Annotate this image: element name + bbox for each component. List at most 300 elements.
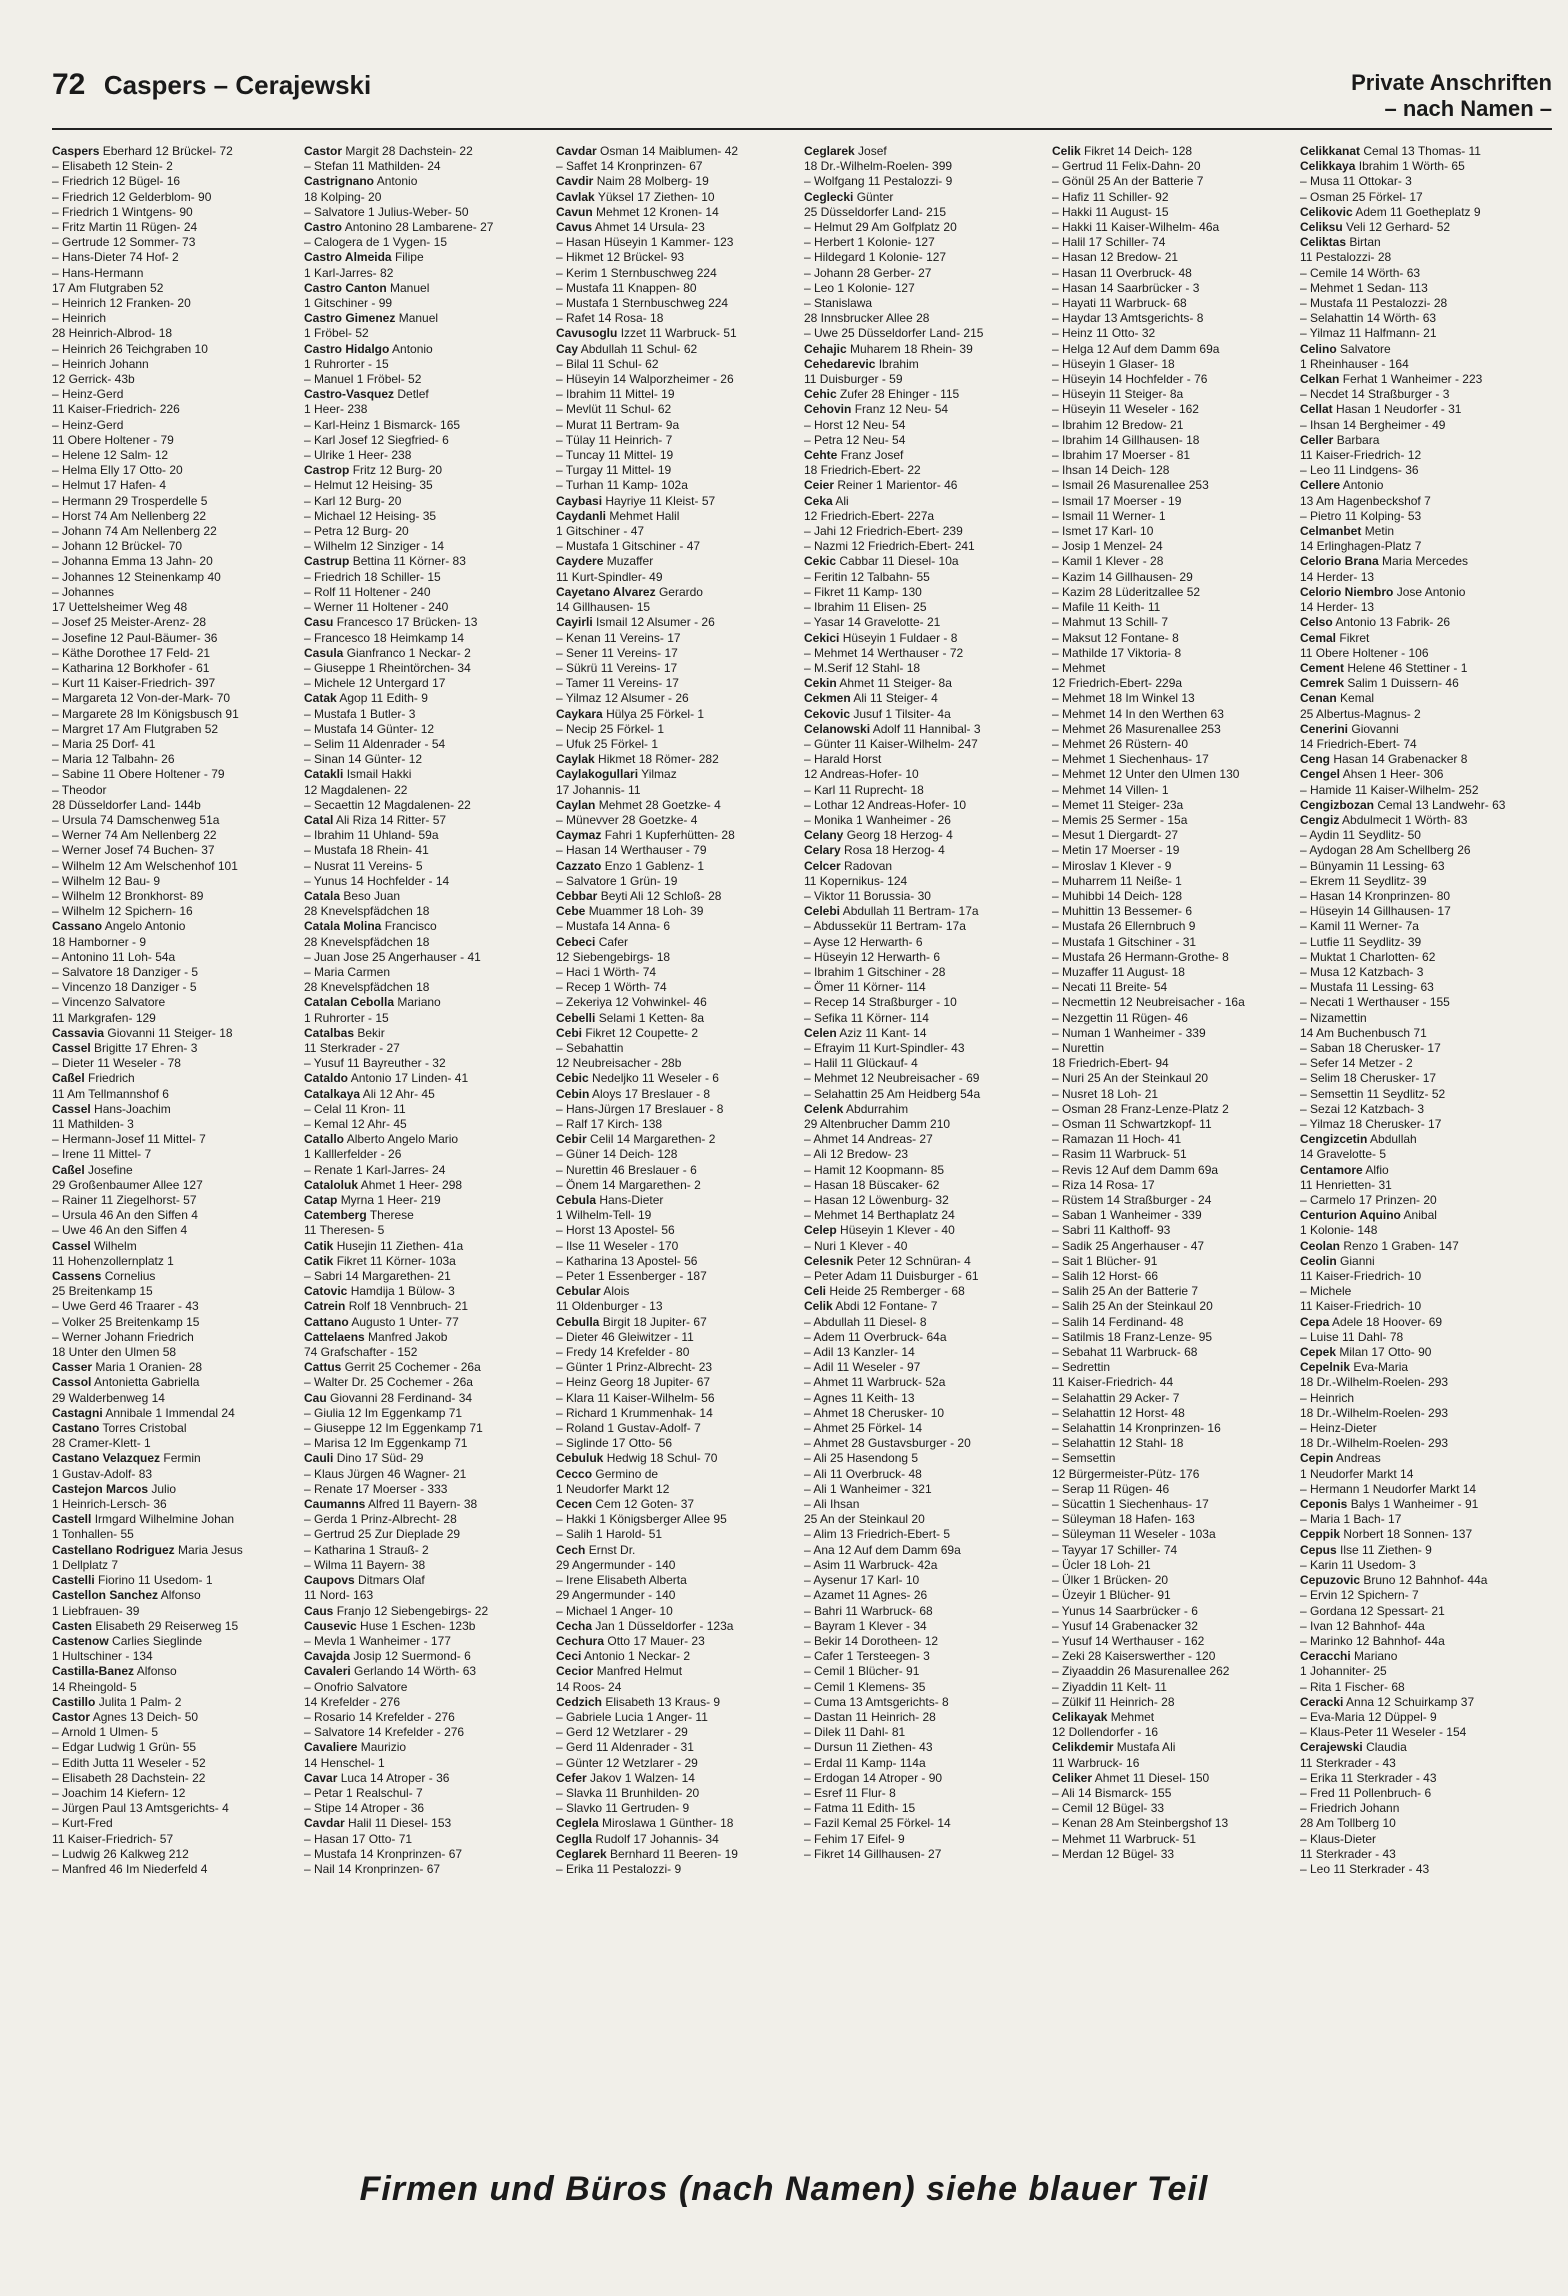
entry-details: 12 Magdalenen- 22 — [304, 782, 408, 797]
directory-entry — [52, 342, 290, 357]
entry-details: – Calogera de 1 Vygen- 15 — [304, 235, 447, 250]
entry-surname: Cattelaens — [304, 1329, 365, 1344]
entry-details: Ismail 12 Alsumer - 26 — [596, 615, 715, 630]
entry-details: – Saban 1 Wanheimer - 339 — [1052, 1208, 1202, 1223]
entry-details: – Elisabeth 12 Stein- 2 — [52, 159, 173, 174]
directory-entry — [304, 342, 542, 357]
directory-entry — [804, 1345, 1042, 1360]
page-header-left — [52, 68, 371, 102]
entry-details: – Erika 11 Sterkrader - 43 — [1300, 1770, 1437, 1785]
directory-entry — [52, 1649, 290, 1664]
entry-details: – Onofrio Salvatore — [304, 1679, 408, 1694]
directory-entry — [52, 995, 290, 1010]
directory-entry — [52, 1801, 290, 1816]
entry-surname: Cebin — [556, 1086, 590, 1101]
entry-details: Ahmet 11 Diesel- 150 — [1094, 1770, 1210, 1785]
directory-entry — [804, 828, 1042, 843]
directory-entry — [804, 1102, 1042, 1117]
entry-surname: Cellat — [1300, 402, 1333, 417]
directory-entry — [804, 1391, 1042, 1406]
entry-details: 1 Rheinhauser - 164 — [1300, 356, 1409, 371]
directory-entry — [1300, 722, 1538, 737]
entry-surname: Cepus — [1300, 1542, 1337, 1557]
directory-entry — [1300, 296, 1538, 311]
directory-entry — [1052, 1406, 1290, 1421]
directory-entry — [1052, 615, 1290, 630]
entry-details: – Muktat 1 Charlotten- 62 — [1300, 949, 1436, 964]
directory-entry — [304, 950, 542, 965]
entry-details: 29 Walderbenweg 14 — [52, 1390, 165, 1405]
directory-entry — [556, 433, 794, 448]
directory-entry — [804, 357, 1042, 372]
entry-details: – Hamit 12 Koopmann- 85 — [804, 1162, 945, 1177]
entry-details: 12 Andreas-Hofer- 10 — [804, 767, 919, 782]
entry-details: Franjo 12 Siebengebirgs- 22 — [336, 1603, 489, 1618]
entry-details: 17 Johannis- 11 — [556, 782, 641, 797]
entry-details: – Ulrike 1 Heer- 238 — [304, 448, 412, 463]
entry-details: Giovanni 28 Ferdinand- 34 — [330, 1390, 473, 1405]
directory-entry — [52, 783, 290, 798]
entry-surname: Ceracki — [1300, 1694, 1344, 1709]
directory-entry — [52, 1193, 290, 1208]
entry-details: – Ali Ihsan — [804, 1497, 860, 1512]
directory-entry — [1300, 1011, 1538, 1026]
entry-details: 1 Gitschiner - 47 — [556, 524, 645, 539]
directory-entry — [556, 342, 794, 357]
entry-details: – Kamil 1 Klever - 28 — [1052, 554, 1164, 569]
directory-entry — [1052, 767, 1290, 782]
directory-entry — [1300, 1163, 1538, 1178]
entry-details: – Bilal 11 Schul- 62 — [556, 356, 659, 371]
entry-surname: Celik — [804, 1299, 833, 1314]
section-title-line2: – nach Namen – — [1384, 96, 1552, 121]
entry-surname: Cassol — [52, 1375, 92, 1390]
directory-entry — [304, 707, 542, 722]
entry-details: – Mevlüt 11 Schul- 62 — [556, 402, 672, 417]
entry-details: 11 Kaiser-Friedrich- 226 — [52, 402, 180, 417]
directory-column-1 — [52, 144, 290, 2154]
entry-details: Fermin — [163, 1451, 201, 1466]
entry-details: – Kemal 12 Ahr- 45 — [304, 1117, 407, 1131]
entry-details: Ahmet 14 Ursula- 23 — [594, 220, 705, 235]
directory-entry — [804, 1071, 1042, 1086]
directory-entry — [556, 1832, 794, 1847]
entry-details: – Fred 11 Pollenbruch- 6 — [1300, 1785, 1432, 1800]
entry-details: Hikmet 18 Römer- 282 — [598, 752, 719, 767]
directory-entry — [52, 235, 290, 250]
entry-surname: Celino — [1300, 341, 1337, 356]
directory-entry — [52, 1482, 290, 1497]
entry-details: Ali — [835, 493, 849, 508]
entry-details: – Alim 13 Friedrich-Ebert- 5 — [804, 1527, 951, 1542]
directory-entry — [1052, 783, 1290, 798]
entry-details: – Mahmut 13 Schill- 7 — [1052, 615, 1169, 630]
directory-entry — [1300, 1436, 1538, 1451]
directory-entry — [804, 387, 1042, 402]
entry-details: 18 Dr.-Wilhelm-Roelen- 293 — [1300, 1405, 1449, 1420]
directory-entry — [556, 372, 794, 387]
entry-surname: Catap — [304, 1193, 338, 1208]
entry-surname: Cavar — [304, 1770, 338, 1785]
directory-entry — [1300, 1147, 1538, 1162]
directory-entry — [52, 570, 290, 585]
directory-entry — [804, 1193, 1042, 1208]
entry-surname: Ceglela — [556, 1816, 599, 1831]
entry-details: – Lutfie 11 Seydlitz- 39 — [1300, 934, 1422, 949]
directory-entry — [556, 1178, 794, 1193]
entry-details: – Ufuk 25 Förkel- 1 — [556, 736, 659, 751]
directory-entry — [556, 524, 794, 539]
directory-entry — [304, 1816, 542, 1831]
directory-entry — [52, 661, 290, 676]
directory-entry — [1052, 1269, 1290, 1284]
directory-entry — [304, 965, 542, 980]
entry-surname: Cengel — [1300, 767, 1341, 782]
directory-entry — [1052, 965, 1290, 980]
entry-details: Mehmet 12 Kronen- 14 — [596, 204, 719, 219]
directory-entry — [1300, 843, 1538, 858]
entry-details: Augusto 1 Unter- 77 — [351, 1314, 459, 1329]
directory-entry — [1052, 478, 1290, 493]
directory-entry — [1052, 950, 1290, 965]
entry-surname: Cay — [556, 341, 579, 356]
entry-details: – Helmut 29 Am Golfplatz 20 — [804, 220, 957, 235]
entry-details: – Ismail 11 Werner- 1 — [1052, 508, 1166, 523]
directory-entry — [556, 1451, 794, 1466]
entry-details: – Kurt-Fred — [52, 1816, 113, 1831]
entry-details: Ahmet 11 Steiger- 8a — [839, 676, 952, 691]
entry-details: Georg 18 Herzog- 4 — [846, 828, 953, 843]
entry-surname: Caydanli — [556, 508, 607, 523]
entry-details: 14 Friedrich-Ebert- 74 — [1300, 736, 1417, 751]
directory-entry — [1052, 1117, 1290, 1132]
entry-details: Alfonso — [160, 1588, 201, 1603]
directory-entry — [556, 1132, 794, 1147]
entry-details: – Ali 11 Overbruck- 48 — [804, 1466, 922, 1481]
directory-entry — [1300, 174, 1538, 189]
entry-surname: Cenerini — [1300, 721, 1349, 736]
directory-entry — [804, 859, 1042, 874]
entry-details: – Süleyman 11 Weseler - 103a — [1052, 1527, 1216, 1542]
entry-details: – Osman 25 Förkel- 17 — [1300, 189, 1423, 204]
directory-entry — [52, 1330, 290, 1345]
directory-entry — [304, 296, 542, 311]
entry-details: 11 Sterkrader - 43 — [1300, 1846, 1396, 1861]
directory-entry — [1300, 433, 1538, 448]
directory-entry — [304, 1360, 542, 1375]
directory-entry — [804, 1375, 1042, 1390]
directory-entry — [1052, 433, 1290, 448]
entry-details: – Hildegard 1 Kolonie- 127 — [804, 250, 947, 265]
directory-entry — [556, 478, 794, 493]
entry-details: – Leo 11 Lindgens- 36 — [1300, 463, 1419, 478]
directory-entry — [52, 1725, 290, 1740]
directory-entry — [1052, 1345, 1290, 1360]
entry-surname: Cech — [556, 1542, 586, 1557]
entry-details: – Gertrud 11 Felix-Dahn- 20 — [1052, 159, 1201, 174]
entry-details: – Marinko 12 Bahnhof- 44a — [1300, 1633, 1445, 1648]
directory-entry — [1052, 509, 1290, 524]
entry-details: – Edith Jutta 11 Weseler - 52 — [52, 1755, 206, 1770]
directory-entry — [556, 752, 794, 767]
directory-entry — [804, 798, 1042, 813]
directory-entry — [556, 1269, 794, 1284]
directory-entry — [304, 281, 542, 296]
directory-entry — [1052, 1147, 1290, 1162]
directory-entry — [52, 1208, 290, 1223]
entry-details: – Carmelo 17 Prinzen- 20 — [1300, 1193, 1437, 1208]
directory-entry — [804, 1786, 1042, 1801]
directory-entry — [804, 1512, 1042, 1527]
entry-details: – Serap 11 Rügen- 46 — [1052, 1481, 1170, 1496]
directory-entry — [304, 889, 542, 904]
directory-entry — [1300, 798, 1538, 813]
entry-details: – Ali 25 Hasendong 5 — [804, 1451, 919, 1466]
entry-details: – Saban 18 Cherusker- 17 — [1300, 1040, 1441, 1055]
entry-details: – Hüseyin 11 Steiger- 8a — [1052, 387, 1184, 402]
directory-entry — [804, 524, 1042, 539]
directory-entry — [804, 1710, 1042, 1725]
directory-entry — [52, 296, 290, 311]
directory-entry — [304, 798, 542, 813]
directory-entry — [1300, 631, 1538, 646]
entry-surname: Cekic — [804, 554, 837, 569]
directory-entry — [1052, 1041, 1290, 1056]
directory-entry — [804, 1801, 1042, 1816]
entry-details: – Cemil 12 Bügel- 33 — [1052, 1801, 1165, 1816]
directory-entry — [304, 600, 542, 615]
directory-entry — [52, 1056, 290, 1071]
entry-details: – Bahri 11 Warbruck- 68 — [804, 1603, 933, 1618]
directory-entry — [804, 296, 1042, 311]
directory-entry — [304, 478, 542, 493]
entry-details: 11 Kaiser-Friedrich- 57 — [52, 1831, 174, 1846]
directory-entry — [304, 661, 542, 676]
directory-entry — [1300, 1710, 1538, 1725]
entry-details: – Rainer 11 Ziegelhorst- 57 — [52, 1193, 197, 1208]
entry-details: – Elisabeth 28 Dachstein- 22 — [52, 1770, 206, 1785]
directory-entry — [52, 1756, 290, 1771]
directory-entry — [52, 478, 290, 493]
entry-details: – Fredy 14 Krefelder - 80 — [556, 1345, 690, 1360]
entry-details: Ernst Dr. — [588, 1542, 636, 1557]
directory-entry — [1052, 1178, 1290, 1193]
entry-details: Enzo 1 Gablenz- 1 — [604, 858, 705, 873]
directory-entry — [1052, 980, 1290, 995]
directory-entry — [52, 1527, 290, 1542]
entry-details: Agnes 13 Deich- 50 — [92, 1709, 199, 1724]
entry-details: – Selahattin 12 Horst- 48 — [1052, 1405, 1185, 1420]
entry-surname: Cepek — [1300, 1345, 1337, 1360]
entry-details: – Fikret 14 Gillhausen- 27 — [804, 1846, 942, 1861]
directory-entry — [804, 661, 1042, 676]
directory-entry — [52, 144, 290, 159]
entry-details: – Salih 25 An der Steinkaul 20 — [1052, 1299, 1213, 1314]
directory-entry — [52, 1695, 290, 1710]
entry-details: 28 Knevelspfädchen 18 — [304, 904, 430, 919]
entry-details: Mehmet 28 Goetzke- 4 — [598, 797, 721, 812]
directory-entry — [556, 1011, 794, 1026]
directory-entry — [304, 1102, 542, 1117]
entry-details: – Hamide 11 Kaiser-Wilhelm- 252 — [1300, 782, 1479, 797]
directory-entry — [1052, 676, 1290, 691]
entry-surname: Celikdemir — [1052, 1740, 1114, 1755]
entry-details: – Merdan 12 Bügel- 33 — [1052, 1846, 1175, 1861]
directory-entry — [304, 1619, 542, 1634]
directory-entry — [52, 1026, 290, 1041]
entry-surname: Cedzich — [556, 1694, 603, 1709]
directory-entry — [52, 813, 290, 828]
entry-details: – Ursula 74 Damschenweg 51a — [52, 812, 220, 827]
entry-details: – Werner 74 Am Nellenberg 22 — [52, 828, 217, 843]
directory-entry — [1052, 737, 1290, 752]
directory-entry — [556, 722, 794, 737]
entry-details: – Rafet 14 Rosa- 18 — [556, 311, 664, 326]
entry-surname: Caspers — [52, 144, 100, 158]
entry-details: Filipe — [394, 250, 424, 265]
entry-surname: Castellano Rodriguez — [52, 1542, 175, 1557]
directory-entry — [52, 1467, 290, 1482]
entry-details: Bettina 11 Körner- 83 — [352, 554, 466, 569]
directory-entry — [52, 1847, 290, 1862]
directory-entry — [304, 1573, 542, 1588]
entry-details: – Selahattin 14 Wörth- 63 — [1300, 311, 1437, 326]
entry-surname: Celkan — [1300, 372, 1340, 387]
entry-surname: Celen — [804, 1025, 837, 1040]
entry-details: – Friedrich 12 Bügel- 16 — [52, 174, 181, 189]
directory-entry — [304, 357, 542, 372]
entry-details: – Bayram 1 Klever - 34 — [804, 1618, 927, 1633]
directory-entry — [1052, 205, 1290, 220]
directory-entry — [1300, 1801, 1538, 1816]
directory-entry — [804, 1497, 1042, 1512]
entry-details: – Dilek 11 Dahl- 81 — [804, 1725, 906, 1740]
entry-surname: Cebular — [556, 1284, 601, 1299]
entry-details: – Maria 12 Talbahn- 26 — [52, 752, 175, 767]
directory-entry — [804, 1573, 1042, 1588]
directory-entry — [52, 494, 290, 509]
entry-details: Maria Jesus — [178, 1542, 243, 1557]
entry-details: Angelo Antonio — [104, 919, 186, 934]
directory-entry — [1300, 1756, 1538, 1771]
directory-entry — [304, 1467, 542, 1482]
directory-entry — [1300, 1451, 1538, 1466]
entry-details: 11 Theresen- 5 — [304, 1223, 385, 1238]
directory-entry — [804, 813, 1042, 828]
entry-details: Bekir — [357, 1025, 385, 1040]
entry-details: Cornelius — [104, 1269, 156, 1284]
entry-details: Mehmet — [1110, 1709, 1155, 1724]
directory-entry — [1300, 1604, 1538, 1619]
entry-details: 11 Oldenburger - 13 — [556, 1299, 663, 1314]
entry-details: – Leo 11 Sterkrader - 43 — [1300, 1861, 1430, 1876]
directory-entry — [1052, 1680, 1290, 1695]
directory-entry — [1300, 1223, 1538, 1238]
entry-details: – Michael 1 Anger- 10 — [556, 1603, 673, 1618]
entry-details: – Sebahattin — [556, 1040, 624, 1055]
entry-details: 11 Duisburger - 59 — [804, 372, 903, 387]
entry-details: – Sener 11 Vereins- 17 — [556, 645, 678, 660]
directory-entry — [804, 1847, 1042, 1862]
directory-entry — [1300, 585, 1538, 600]
entry-details: – Gönül 25 An der Batterie 7 — [1052, 174, 1204, 189]
directory-entry — [1052, 1391, 1290, 1406]
directory-entry — [1300, 1497, 1538, 1512]
entry-details: Metin — [1364, 524, 1395, 539]
directory-entry — [804, 554, 1042, 569]
directory-entry — [556, 1604, 794, 1619]
directory-entry — [304, 1299, 542, 1314]
directory-entry — [1300, 950, 1538, 965]
entry-details: Abdullah 11 Schul- 62 — [580, 341, 698, 356]
entry-surname: Celi — [804, 1284, 827, 1299]
entry-details: Ferhat 1 Wanheimer - 223 — [1342, 372, 1483, 387]
entry-details: – Ücler 18 Loh- 21 — [1052, 1557, 1151, 1572]
entry-details: Torres Cristobal — [102, 1421, 187, 1436]
entry-details: 14 Herder- 13 — [1300, 569, 1375, 584]
directory-entry — [556, 159, 794, 174]
directory-entry — [52, 1634, 290, 1649]
entry-details: – Mehmet — [1052, 660, 1106, 675]
directory-entry — [556, 418, 794, 433]
directory-entry — [304, 874, 542, 889]
entry-surname: Cavaliere — [304, 1740, 358, 1755]
entry-details: Manfred Helmut — [596, 1664, 683, 1679]
directory-entry — [556, 859, 794, 874]
entry-details: – Wilhelm 12 Bau- 9 — [52, 873, 161, 888]
entry-details: – Aysenur 17 Karl- 10 — [804, 1573, 920, 1588]
entry-details: Antonio 17 Linden- 41 — [350, 1071, 469, 1086]
directory-entry — [1052, 1011, 1290, 1026]
entry-details: – Nizamettin — [1300, 1010, 1367, 1025]
directory-entry — [1300, 737, 1538, 752]
entry-surname: Celenk — [804, 1101, 844, 1116]
entry-details: – Ludwig 26 Kalkweg 212 — [52, 1846, 189, 1861]
entry-details: – Heinz-Gerd — [52, 387, 124, 402]
entry-surname: Cebeci — [556, 934, 596, 949]
entry-details: – Ihsan 14 Bergheimer - 49 — [1300, 417, 1446, 432]
entry-details: – Mesut 1 Diergardt- 27 — [1052, 828, 1179, 843]
entry-details: – Wilhelm 12 Am Welschenhof 101 — [52, 858, 238, 873]
entry-details: – Ralf 17 Kirch- 138 — [556, 1117, 663, 1131]
entry-details: – Hasan 11 Overbruck- 48 — [1052, 265, 1192, 280]
footer-note: Firmen und Büros (nach Namen) siehe blauer Teil — [359, 2170, 1209, 2208]
directory-entry — [1300, 357, 1538, 372]
entry-details: 11 Markgrafen- 129 — [52, 1010, 156, 1025]
entry-details: Ali Riza 14 Ritter- 57 — [336, 812, 447, 827]
directory-entry — [304, 1436, 542, 1451]
directory-entry — [52, 965, 290, 980]
entry-details: 12 Siebengebirgs- 18 — [556, 949, 671, 964]
entry-details: – Mehmet 14 Werthauser - 72 — [804, 645, 964, 660]
entry-surname: Celikayak — [1052, 1709, 1108, 1724]
directory-entry — [52, 1680, 290, 1695]
entry-details: – Adil 11 Weseler - 97 — [804, 1360, 921, 1375]
entry-details: – Salvatore 1 Julius-Weber- 50 — [304, 204, 469, 219]
entry-details: – Michael 12 Heising- 35 — [304, 508, 437, 523]
directory-entry — [1300, 707, 1538, 722]
directory-entry — [1052, 1299, 1290, 1314]
directory-entry — [556, 1862, 794, 1877]
entry-details: – Sükrü 11 Vereins- 17 — [556, 660, 678, 675]
entry-details: Josip 12 Suermond- 6 — [353, 1649, 471, 1664]
directory-column-3 — [556, 144, 794, 2154]
entry-details: – Revis 12 Auf dem Damm 69a — [1052, 1162, 1219, 1177]
directory-entry — [52, 326, 290, 341]
directory-entry — [304, 646, 542, 661]
directory-entry — [556, 1284, 794, 1299]
entry-details: 25 Düsseldorfer Land- 215 — [804, 204, 947, 219]
